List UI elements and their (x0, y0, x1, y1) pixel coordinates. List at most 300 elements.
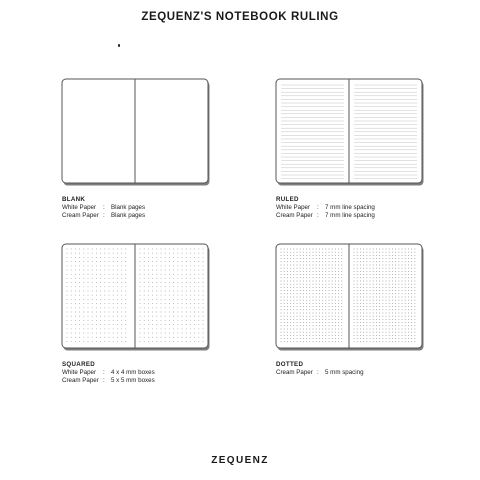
caption-row (276, 369, 364, 377)
grid-dot (148, 303, 149, 304)
grid-dot (338, 332, 339, 333)
grid-dot (382, 261, 383, 262)
grid-dot (79, 328, 80, 329)
grid-dot (357, 332, 358, 333)
grid-dot (366, 293, 367, 294)
grid-dot (319, 332, 320, 333)
grid-dot (363, 255, 364, 256)
grid-dot (382, 249, 383, 250)
grid-dot (75, 324, 76, 325)
grid-dot (357, 255, 358, 256)
grid-dot (306, 255, 307, 256)
grid-dot (376, 303, 377, 304)
grid-dot (297, 325, 298, 326)
grid-dot (382, 300, 383, 301)
grid-dot (360, 309, 361, 310)
grid-dot (316, 309, 317, 310)
grid-dot (405, 261, 406, 262)
grid-dot (83, 257, 84, 258)
grid-dot (382, 319, 383, 320)
grid-dot (354, 252, 355, 253)
grid-dot (357, 268, 358, 269)
grid-dot (395, 319, 396, 320)
grid-dot (148, 328, 149, 329)
grid-dot (156, 295, 157, 296)
grid-dot (125, 257, 126, 258)
grid-dot (402, 322, 403, 323)
grid-dot (113, 257, 114, 258)
grid-dot (121, 274, 122, 275)
grid-dot (67, 282, 68, 283)
grid-dot (360, 277, 361, 278)
grid-dot (363, 332, 364, 333)
separator: : (103, 212, 105, 220)
caption-title: DOTTED (276, 361, 304, 368)
grid-dot (96, 312, 97, 313)
grid-dot (408, 332, 409, 333)
grid-dot (117, 320, 118, 321)
grid-dot (303, 261, 304, 262)
grid-dot (325, 329, 326, 330)
grid-dot (203, 257, 204, 258)
grid-dot (389, 319, 390, 320)
grid-dot (281, 319, 282, 320)
grid-dot (414, 319, 415, 320)
grid-dot (370, 281, 371, 282)
grid-dot (332, 252, 333, 253)
grid-dot (357, 290, 358, 291)
grid-dot (186, 286, 187, 287)
notebook-squared (61, 243, 211, 351)
grid-dot (386, 261, 387, 262)
grid-dot (290, 319, 291, 320)
grid-dot (281, 329, 282, 330)
grid-dot (366, 297, 367, 298)
grid-dot (341, 255, 342, 256)
grid-dot (290, 284, 291, 285)
grid-dot (92, 328, 93, 329)
grid-dot (169, 341, 170, 342)
grid-dot (165, 307, 166, 308)
grid-dot (316, 332, 317, 333)
grid-dot (306, 287, 307, 288)
grid-dot (395, 258, 396, 259)
grid-dot (287, 309, 288, 310)
grid-dot (335, 258, 336, 259)
grid-dot (198, 261, 199, 262)
grid-dot (104, 341, 105, 342)
grid-dot (354, 265, 355, 266)
grid-dot (325, 313, 326, 314)
grid-dot (411, 252, 412, 253)
grid-dot (354, 297, 355, 298)
grid-dot (414, 300, 415, 301)
grid-dot (186, 253, 187, 254)
grid-dot (281, 332, 282, 333)
grid-dot (125, 274, 126, 275)
grid-dot (290, 293, 291, 294)
grid-dot (152, 316, 153, 317)
grid-dot (338, 287, 339, 288)
grid-dot (398, 255, 399, 256)
grid-dot (341, 290, 342, 291)
grid-dot (376, 309, 377, 310)
grid-dot (335, 300, 336, 301)
grid-dot (386, 329, 387, 330)
grid-dot (100, 333, 101, 334)
grid-dot (366, 281, 367, 282)
grid-dot (313, 293, 314, 294)
grid-dot (144, 316, 145, 317)
grid-dot (382, 258, 383, 259)
grid-dot (402, 258, 403, 259)
grid-dot (392, 284, 393, 285)
grid-dot (379, 306, 380, 307)
grid-dot (287, 332, 288, 333)
grid-dot (357, 252, 358, 253)
grid-dot (341, 332, 342, 333)
grid-dot (113, 261, 114, 262)
grid-dot (335, 338, 336, 339)
grid-dot (408, 274, 409, 275)
grid-dot (297, 316, 298, 317)
separator: : (317, 204, 319, 212)
grid-dot (303, 287, 304, 288)
stray-mark (118, 44, 120, 47)
grid-dot (121, 324, 122, 325)
grid-dot (71, 341, 72, 342)
grid-dot (405, 313, 406, 314)
grid-dot (287, 338, 288, 339)
grid-dot (121, 333, 122, 334)
grid-dot (182, 316, 183, 317)
grid-dot (297, 335, 298, 336)
grid-dot (338, 316, 339, 317)
grid-dot (411, 265, 412, 266)
grid-dot (173, 328, 174, 329)
grid-dot (104, 291, 105, 292)
grid-dot (313, 335, 314, 336)
grid-dot (313, 300, 314, 301)
grid-dot (366, 274, 367, 275)
grid-dot (79, 261, 80, 262)
grid-dot (297, 338, 298, 339)
grid-dot (376, 341, 377, 342)
grid-dot (169, 257, 170, 258)
grid-dot (398, 290, 399, 291)
grid-dot (309, 332, 310, 333)
grid-dot (144, 320, 145, 321)
grid-dot (148, 282, 149, 283)
grid-dot (389, 297, 390, 298)
grid-dot (373, 271, 374, 272)
grid-dot (338, 258, 339, 259)
grid-dot (329, 297, 330, 298)
grid-dot (173, 278, 174, 279)
grid-dot (165, 261, 166, 262)
grid-dot (354, 261, 355, 262)
grid-dot (144, 333, 145, 334)
grid-dot (376, 290, 377, 291)
grid-dot (306, 313, 307, 314)
grid-dot (322, 287, 323, 288)
grid-dot (113, 307, 114, 308)
grid-dot (398, 329, 399, 330)
grid-dot (363, 316, 364, 317)
grid-dot (92, 278, 93, 279)
grid-dot (414, 329, 415, 330)
grid-dot (335, 293, 336, 294)
grid-dot (373, 277, 374, 278)
grid-dot (300, 297, 301, 298)
grid-dot (88, 337, 89, 338)
grid-dot (392, 325, 393, 326)
grid-dot (194, 265, 195, 266)
grid-dot (338, 255, 339, 256)
grid-dot (309, 258, 310, 259)
grid-dot (398, 319, 399, 320)
grid-dot (354, 303, 355, 304)
grid-dot (357, 300, 358, 301)
grid-dot (140, 295, 141, 296)
grid-dot (152, 282, 153, 283)
ruling-description: Blank pages (111, 204, 146, 212)
grid-dot (332, 268, 333, 269)
grid-dot (125, 312, 126, 313)
grid-dot (402, 261, 403, 262)
grid-dot (379, 319, 380, 320)
grid-dot (306, 319, 307, 320)
grid-dot (319, 341, 320, 342)
grid-dot (182, 312, 183, 313)
grid-dot (306, 277, 307, 278)
grid-dot (316, 258, 317, 259)
grid-dot (79, 303, 80, 304)
grid-dot (363, 261, 364, 262)
grid-dot (414, 293, 415, 294)
grid-dot (414, 325, 415, 326)
grid-dot (325, 341, 326, 342)
grid-dot (382, 316, 383, 317)
grid-dot (325, 335, 326, 336)
grid-dot (338, 335, 339, 336)
grid-dot (186, 274, 187, 275)
grid-dot (329, 249, 330, 250)
grid-dot (300, 313, 301, 314)
grid-dot (322, 332, 323, 333)
grid-dot (322, 265, 323, 266)
grid-dot (329, 290, 330, 291)
grid-dot (366, 258, 367, 259)
grid-dot (303, 332, 304, 333)
grid-dot (335, 284, 336, 285)
grid-dot (382, 290, 383, 291)
grid-dot (152, 337, 153, 338)
grid-dot (411, 261, 412, 262)
grid-dot (140, 333, 141, 334)
grid-dot (354, 306, 355, 307)
grid-dot (300, 319, 301, 320)
grid-dot (395, 290, 396, 291)
grid-dot (121, 291, 122, 292)
grid-dot (92, 341, 93, 342)
grid-dot (402, 287, 403, 288)
grid-dot (370, 322, 371, 323)
grid-dot (104, 337, 105, 338)
grid-dot (165, 286, 166, 287)
grid-dot (405, 332, 406, 333)
grid-dot (395, 293, 396, 294)
caption-ruled (276, 196, 375, 221)
grid-dot (290, 271, 291, 272)
grid-dot (190, 324, 191, 325)
grid-dot (71, 291, 72, 292)
grid-dot (411, 313, 412, 314)
grid-dot (366, 255, 367, 256)
grid-dot (341, 284, 342, 285)
grid-dot (329, 255, 330, 256)
grid-dot (169, 312, 170, 313)
grid-dot (177, 261, 178, 262)
grid-dot (414, 335, 415, 336)
grid-dot (88, 312, 89, 313)
grid-dot (398, 335, 399, 336)
grid-dot (313, 341, 314, 342)
grid-dot (83, 295, 84, 296)
grid-dot (88, 278, 89, 279)
grid-dot (354, 293, 355, 294)
grid-dot (319, 319, 320, 320)
grid-dot (329, 261, 330, 262)
grid-dot (382, 293, 383, 294)
grid-dot (319, 258, 320, 259)
grid-dot (140, 274, 141, 275)
grid-dot (411, 338, 412, 339)
grid-dot (117, 328, 118, 329)
grid-dot (92, 291, 93, 292)
grid-dot (395, 268, 396, 269)
grid-dot (156, 278, 157, 279)
grid-dot (411, 316, 412, 317)
grid-dot (306, 281, 307, 282)
grid-dot (92, 320, 93, 321)
grid-dot (144, 270, 145, 271)
grid-dot (319, 268, 320, 269)
grid-dot (161, 328, 162, 329)
grid-dot (338, 329, 339, 330)
grid-dot (148, 320, 149, 321)
grid-dot (109, 333, 110, 334)
grid-dot (148, 299, 149, 300)
grid-dot (316, 261, 317, 262)
grid-dot (290, 322, 291, 323)
grid-dot (100, 278, 101, 279)
grid-dot (411, 277, 412, 278)
grid-dot (316, 271, 317, 272)
grid-dot (284, 322, 285, 323)
grid-dot (386, 300, 387, 301)
grid-dot (382, 274, 383, 275)
grid-dot (290, 306, 291, 307)
grid-dot (363, 271, 364, 272)
grid-dot (300, 265, 301, 266)
grid-dot (405, 258, 406, 259)
grid-dot (389, 322, 390, 323)
grid-dot (281, 258, 282, 259)
grid-dot (411, 268, 412, 269)
grid-dot (83, 265, 84, 266)
grid-dot (376, 261, 377, 262)
grid-dot (379, 300, 380, 301)
grid-dot (186, 316, 187, 317)
grid-dot (386, 274, 387, 275)
grid-dot (392, 306, 393, 307)
grid-dot (363, 249, 364, 250)
grid-dot (300, 277, 301, 278)
grid-dot (306, 338, 307, 339)
grid-dot (161, 303, 162, 304)
grid-dot (194, 328, 195, 329)
grid-dot (281, 303, 282, 304)
grid-dot (293, 335, 294, 336)
grid-dot (152, 286, 153, 287)
grid-dot (194, 286, 195, 287)
grid-dot (408, 297, 409, 298)
grid-dot (284, 268, 285, 269)
grid-dot (156, 337, 157, 338)
grid-dot (109, 261, 110, 262)
grid-dot (329, 309, 330, 310)
grid-dot (376, 319, 377, 320)
grid-dot (190, 286, 191, 287)
grid-dot (386, 271, 387, 272)
grid-dot (398, 309, 399, 310)
grid-dot (322, 249, 323, 250)
grid-dot (357, 265, 358, 266)
grid-dot (386, 338, 387, 339)
grid-dot (376, 316, 377, 317)
grid-dot (389, 329, 390, 330)
grid-dot (398, 274, 399, 275)
grid-dot (121, 278, 122, 279)
grid-dot (398, 265, 399, 266)
grid-dot (373, 329, 374, 330)
grid-dot (148, 291, 149, 292)
grid-dot (325, 319, 326, 320)
grid-dot (287, 284, 288, 285)
ruling-description: 4 x 4 mm boxes (111, 369, 155, 377)
grid-dot (370, 290, 371, 291)
grid-dot (109, 265, 110, 266)
grid-dot (379, 325, 380, 326)
grid-dot (303, 265, 304, 266)
grid-dot (156, 282, 157, 283)
grid-dot (363, 303, 364, 304)
grid-dot (405, 306, 406, 307)
grid-dot (357, 303, 358, 304)
grid-dot (414, 281, 415, 282)
grid-dot (408, 303, 409, 304)
grid-dot (203, 249, 204, 250)
grid-dot (113, 282, 114, 283)
grid-dot (309, 274, 310, 275)
grid-dot (354, 316, 355, 317)
grid-dot (303, 274, 304, 275)
grid-dot (309, 271, 310, 272)
grid-dot (408, 268, 409, 269)
grid-dot (360, 287, 361, 288)
grid-dot (379, 258, 380, 259)
